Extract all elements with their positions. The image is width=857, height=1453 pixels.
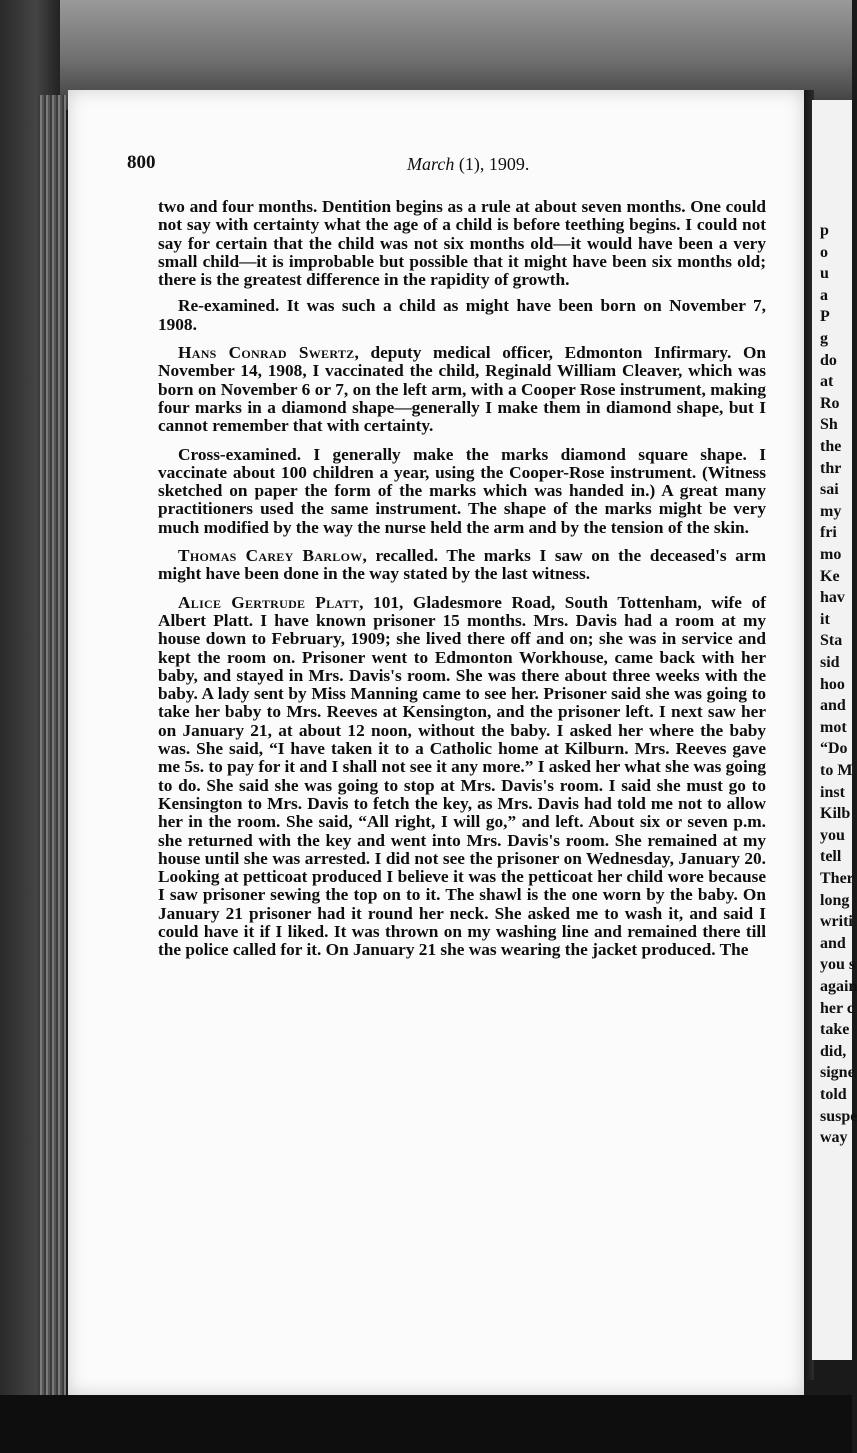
- facing-page-fragment: o: [820, 243, 828, 261]
- facing-page-fragment: “Do: [820, 740, 848, 758]
- paragraph-testimony-continued: [158, 198, 766, 289]
- paragraph-re-examined: [158, 297, 766, 334]
- facing-page-fragment: tell: [820, 848, 842, 866]
- facing-page-fragment: again: [820, 978, 857, 995]
- facing-page-fragment: hoo: [820, 675, 845, 693]
- facing-page-fragment: suspe: [820, 1107, 857, 1125]
- facing-page-fragment: inst: [820, 783, 845, 801]
- facing-page-fragment: long: [820, 891, 850, 909]
- facing-page-fragment: thr: [820, 459, 842, 477]
- facing-page-fragment: told: [820, 1086, 847, 1103]
- paragraph-witness-swertz: [158, 344, 766, 435]
- facing-page-fragment: a: [820, 286, 828, 304]
- paragraph-witness-platt: [158, 594, 766, 960]
- facing-page-fragment: Ke: [820, 567, 840, 585]
- facing-page-fragment: P: [820, 308, 830, 326]
- facing-page-fragment: you: [820, 826, 845, 844]
- paragraph-text: , recalled. The marks I saw on the deceased's arm might have been done in the way stated by the last witness.: [158, 546, 766, 584]
- page-header: [127, 152, 567, 186]
- paragraph-text: , deputy medical officer, Edmonton Infirmary. On November 14, 1908, I vaccinated the child, Reginald William Cleaver, which was born on November 6 or 7, on the left arm, with a Cooper Rose instrument, making four marks in a diamond shape—generally I make them in diamond shape, but I cannot remember that with certainty.: [158, 343, 767, 436]
- facing-page-fragment: sid: [820, 654, 840, 671]
- witness-name: Thomas Carey Barlow: [178, 546, 363, 566]
- paragraph-witness-barlow: [158, 547, 766, 584]
- running-head-session: (1), 1909.: [454, 154, 530, 174]
- facing-page-fragment: Ther: [820, 870, 854, 887]
- facing-page-fragment: Ro: [820, 394, 840, 412]
- facing-page-fragment: do: [820, 351, 837, 369]
- facing-page-fragment: to M: [820, 762, 853, 779]
- facing-page-fragment: u: [820, 265, 829, 283]
- facing-page-fragment: her c: [820, 999, 854, 1017]
- facing-page-fragment: mo: [820, 546, 842, 563]
- paragraph-text: two and four months. Dentition begins as a rule at about seven months. One could not say with certainty what the age of a child is before teething begins. I could not say for certain that the child was not six months old—it would have been a very small child—it is improbable but possible that it might have been six months old; there is the greatest difference in the rapidity of growth.: [158, 197, 766, 290]
- witness-name: Alice Gertrude Platt: [178, 592, 360, 612]
- page-number: 800: [127, 152, 156, 173]
- witness-name: Hans Conrad Swertz: [178, 343, 355, 363]
- facing-page-fragment: g: [820, 330, 828, 347]
- facing-page-fragment: and: [820, 934, 846, 952]
- running-head-month: March: [407, 154, 455, 174]
- book-spine: [38, 95, 66, 1405]
- facing-page-fragment: p: [820, 222, 829, 239]
- facing-page-fragment: take: [820, 1021, 850, 1039]
- facing-page-fragment: fri: [820, 524, 837, 542]
- scan-bottom-edge: [0, 1395, 852, 1453]
- facing-page-fragment: Sh: [820, 416, 838, 434]
- facing-page-fragment: mot: [820, 718, 847, 736]
- facing-page-fragment: Sta: [820, 632, 843, 650]
- facing-page-fragment: Kilb: [820, 805, 851, 823]
- facing-page-fragment: at: [820, 373, 834, 391]
- running-head: [407, 154, 529, 175]
- paragraph-text: Cross-examined. I generally make the marks diamond square shape. I vaccinate about 100 children a year, using the Cooper-Rose instrument. (Witness sketched on paper the form of the marks which was handed in.) A great many practitioners used the same instrument. The shape of the marks might be very much modified by the way the nurse held the arm and by the tension of the skin.: [158, 444, 766, 537]
- paragraph-text: , 101, Gladesmore Road, South Tottenham, wife of Albert Platt. I have known prisoner 15 months. Mrs. Davis had a room at my house down to February, 1909; she lived there off and on; she was in service and kept the room on. Prisoner went to Edmonton Workhouse, came back with her baby, and stayed in Mrs. Davis's room. She was there about three weeks with the baby. A lady sent by Miss Manning came to see her. Prisoner said she was going to take her baby to Mrs. Reeves at Kensington, and the prisoner left. I next saw her on January 21, at about 12 noon, without the baby. I asked her where the baby was. She said, “I have taken it to a Catholic home at Kilburn. Mrs. Reeves gave me 5s. to pay for it and I shall not see it any more.” I asked her what she was going to do. She said she was going to stop at Mrs. Davis's room. I said she must go to Kensington to Mrs. Davis to fetch the key, as Mrs. Davis had told me not to allow her in the room. She said, “All right, I will go,” and left. About six or seven p.m. she returned with the key and went into Mrs. Davis's room. She remained at my house until she was arrested. I did not see the prisoner on Wednesday, January 20. Looking at petticoat produced I believe it was the petticoat her child wore because I saw prisoner sewing the top on to it. The shawl is the one worn by the baby. On January 21 prisoner had it round her neck. She asked me to wash it, and said I could have it if I liked. It was thrown on my washing line and remained there till the police called for it. On January 21 she was wearing the jacket produced. The: [158, 592, 766, 960]
- facing-page-fragment: my: [820, 502, 842, 520]
- paragraph-text: Re-examined. It was such a child as might have been born on November 7, 1908.: [158, 296, 766, 334]
- document-body: [158, 198, 766, 970]
- facing-page-fragment: the: [820, 438, 842, 455]
- facing-page-fragment: it: [820, 610, 830, 628]
- facing-page-fragment: hav: [820, 589, 845, 607]
- facing-page-fragment: and: [820, 697, 846, 715]
- facing-page-fragment: you s: [820, 956, 856, 974]
- facing-page-fragment: did,: [820, 1042, 847, 1060]
- facing-page-fragment: writi: [820, 913, 853, 931]
- facing-page-fragment: signe: [820, 1064, 855, 1082]
- facing-page-fragment: sai: [820, 481, 839, 499]
- facing-page-fragment: way: [820, 1129, 848, 1147]
- paragraph-cross-examined: [158, 446, 766, 537]
